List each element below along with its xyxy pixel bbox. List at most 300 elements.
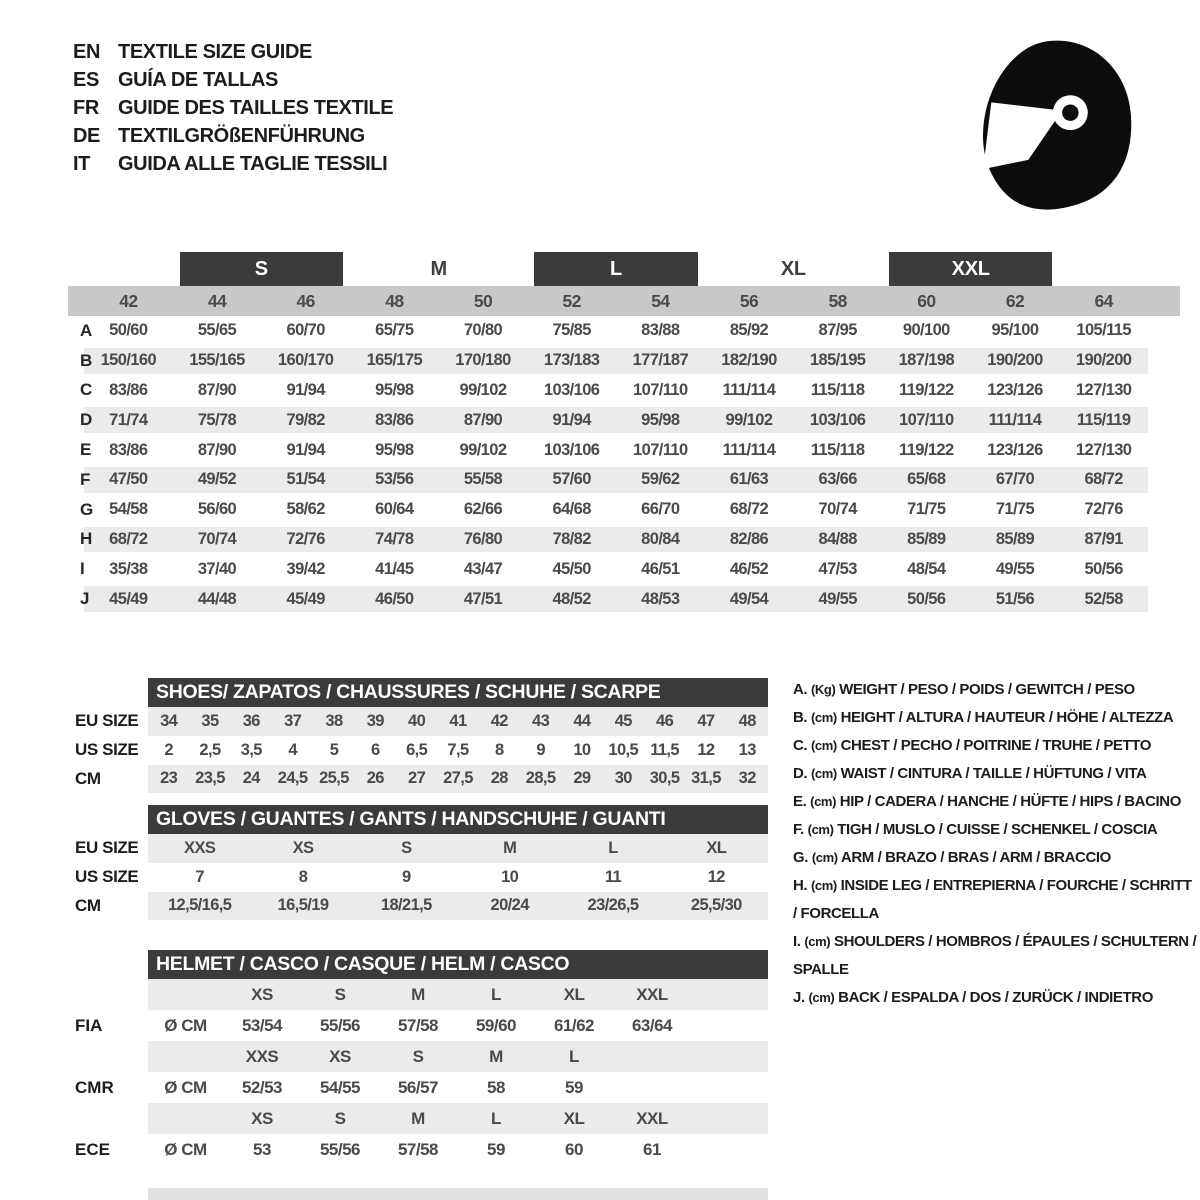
size-value-cell: 127/130	[1075, 440, 1132, 459]
size-table-row	[68, 465, 1180, 495]
shoes-size-cell: 13	[738, 740, 756, 759]
helmet-size-label: L	[491, 984, 501, 1004]
measurement-row-label: A	[80, 320, 93, 340]
legend-item	[793, 984, 1198, 1012]
size-group-xl: XL	[780, 257, 806, 280]
legend-text: HEIGHT / ALTURA / HAUTEUR / HÖHE / ALTEZZA	[840, 709, 1174, 726]
size-value-cell: 190/200	[1075, 351, 1132, 370]
language-code: FR	[73, 96, 99, 119]
size-value-cell: 165/175	[366, 351, 423, 370]
size-value-cell: 51/54	[286, 470, 325, 489]
gloves-table-title: GLOVES / GUANTES / GANTS / HANDSCHUHE / GUANTI	[148, 805, 768, 834]
apparel-size-table	[68, 252, 1180, 614]
helmet-size-label: M	[411, 984, 425, 1004]
size-value-cell: 55/65	[197, 321, 237, 340]
size-value-cell: 63/66	[818, 470, 857, 489]
size-value-cell: 155/165	[189, 351, 245, 370]
shoes-table-title: SHOES/ ZAPATOS / CHAUSSURES / SCHUHE / SCARPE	[148, 678, 768, 707]
size-value-cell: 49/55	[995, 559, 1035, 578]
size-value-cell: 160/170	[277, 351, 334, 370]
size-table-body	[68, 316, 1180, 614]
gloves-size-cell: XXS	[184, 838, 216, 857]
size-table-row	[68, 316, 1180, 346]
size-value-cell: 107/110	[899, 410, 954, 429]
size-group-xxl: XXL	[889, 252, 1052, 286]
shoes-table-row	[75, 765, 768, 794]
gloves-size-cell: 7	[195, 867, 204, 886]
gloves-size-cell: 12,5/16,5	[167, 896, 232, 915]
gloves-table-row	[75, 892, 768, 921]
size-value-cell: 177/187	[632, 351, 689, 370]
size-value-cell: 87/90	[197, 440, 237, 459]
shoes-size-cell: 46	[656, 711, 674, 730]
size-value-cell: 47/50	[109, 470, 148, 489]
size-value-cell: 50/60	[109, 321, 148, 340]
size-value-cell: 91/94	[286, 440, 325, 459]
size-value-cell: 95/98	[641, 410, 680, 429]
size-value-cell: 111/114	[722, 440, 776, 459]
size-value-cell: 170/180	[455, 351, 511, 370]
shoes-size-cell: 30,5	[649, 769, 680, 788]
size-value-cell: 105/115	[1076, 321, 1131, 340]
shoes-size-cell: 35	[201, 711, 219, 730]
legend-key: E.	[793, 793, 807, 810]
language-row	[73, 94, 393, 122]
numeric-size-band	[68, 286, 1180, 316]
gloves-size-cell: 9	[402, 867, 411, 886]
shoes-size-cell: 40	[408, 711, 426, 730]
helmet-size-value: 54/55	[319, 1077, 361, 1097]
helmet-size-value: 61	[643, 1139, 661, 1159]
shoes-size-cell: 23,5	[195, 769, 225, 788]
gloves-size-cell: 16,5/19	[277, 896, 329, 915]
helmet-size-value: 63/64	[631, 1015, 673, 1035]
helmet-sizes-row	[75, 979, 768, 1010]
size-value-cell: 61/63	[729, 470, 769, 489]
racing-helmet-icon	[980, 38, 1134, 214]
size-value-cell: 55/58	[463, 470, 503, 489]
helmet-size-value: 52/53	[241, 1077, 283, 1097]
size-value-cell: 115/119	[1076, 410, 1131, 429]
numeric-size-label: 56	[739, 290, 759, 311]
shoes-size-cell: 34	[160, 711, 178, 730]
size-value-cell: 68/72	[1084, 470, 1123, 489]
size-value-cell: 49/52	[197, 470, 237, 489]
helmet-size-label: XXS	[245, 1046, 279, 1066]
helmet-unit-label: Ø CM	[164, 1015, 207, 1035]
helmet-unit-label: Ø CM	[164, 1139, 207, 1159]
shoes-size-cell: 36	[242, 711, 260, 730]
size-value-cell: 87/91	[1084, 529, 1123, 548]
helmet-size-label: M	[489, 1046, 503, 1066]
gloves-size-table	[75, 805, 768, 920]
shoes-size-cell: 43	[532, 711, 550, 730]
helmet-size-value: 59	[487, 1139, 505, 1159]
shoes-size-cell: 2,5	[199, 740, 221, 759]
measurement-row-label: H	[80, 529, 93, 549]
size-value-cell: 70/80	[463, 321, 503, 340]
size-value-cell: 99/102	[725, 410, 773, 429]
guide-title: TEXTILE SIZE GUIDE	[118, 40, 312, 63]
legend-unit: (cm)	[808, 990, 835, 1005]
size-value-cell: 44/48	[197, 589, 237, 608]
row-label: US SIZE	[75, 740, 139, 760]
size-value-cell: 74/78	[375, 529, 414, 548]
size-group-l: L	[534, 252, 697, 286]
gloves-size-cell: 25,5/30	[690, 896, 742, 915]
size-value-cell: 75/78	[197, 410, 237, 429]
bottom-divider-strip	[148, 1188, 768, 1200]
size-value-cell: 48/52	[552, 589, 591, 608]
size-value-cell: 65/68	[907, 470, 946, 489]
numeric-size-label: 62	[1005, 290, 1025, 311]
size-value-cell: 43/47	[463, 559, 503, 578]
numeric-size-label: 50	[473, 290, 493, 311]
helmet-standard-label: ECE	[75, 1139, 110, 1159]
size-value-cell: 85/89	[995, 529, 1035, 548]
size-table-row	[68, 346, 1180, 376]
measurement-row-label: B	[80, 350, 93, 370]
gloves-size-cell: XS	[292, 838, 314, 857]
size-table-row	[68, 376, 1180, 406]
legend-text: WAIST / CINTURA / TAILLE / HÜFTUNG / VITA	[840, 765, 1147, 782]
measurement-row-label: I	[80, 559, 85, 579]
size-value-cell: 76/80	[463, 529, 503, 548]
size-group-m: M	[430, 257, 447, 280]
measurement-row-label: J	[80, 589, 90, 609]
shoes-size-cell: 24,5	[277, 769, 308, 788]
shoes-table-row	[75, 707, 768, 736]
legend-unit: (cm)	[807, 822, 834, 837]
helmet-size-value: 60	[565, 1139, 583, 1159]
legend-unit: (cm)	[810, 766, 837, 781]
shoes-size-cell: 32	[738, 769, 756, 788]
gloves-size-cell: S	[401, 838, 412, 857]
size-value-cell: 67/70	[995, 470, 1035, 489]
helmet-size-value: 55/56	[319, 1015, 361, 1035]
size-value-cell: 72/76	[1084, 500, 1123, 519]
size-value-cell: 46/50	[375, 589, 414, 608]
size-value-cell: 54/58	[109, 500, 148, 519]
size-value-cell: 50/56	[1084, 559, 1123, 578]
legend-item	[793, 928, 1198, 984]
shoes-size-cell: 28	[490, 769, 508, 788]
legend-text: WEIGHT / PESO / POIDS / GEWITCH / PESO	[839, 681, 1135, 698]
numeric-size-label: 58	[828, 290, 847, 311]
size-value-cell: 53/56	[375, 470, 414, 489]
size-value-cell: 65/75	[375, 321, 414, 340]
helmet-size-label: XXL	[636, 984, 668, 1004]
shoes-size-cell: 39	[366, 711, 384, 730]
legend-text: CHEST / PECHO / POITRINE / TRUHE / PETTO	[840, 737, 1152, 754]
size-value-cell: 45/50	[552, 559, 591, 578]
shoes-size-cell: 12	[697, 740, 715, 759]
legend-key: D.	[793, 765, 808, 782]
size-value-cell: 115/118	[810, 380, 865, 399]
shoes-size-cell: 44	[573, 711, 591, 730]
helmet-size-label: XL	[563, 1108, 585, 1128]
helmet-size-value: 57/58	[397, 1139, 439, 1159]
size-value-cell: 90/100	[902, 321, 950, 340]
size-value-cell: 83/86	[109, 440, 148, 459]
shoes-size-cell: 31,5	[691, 769, 721, 788]
language-code: EN	[73, 40, 100, 63]
shoes-size-cell: 37	[284, 711, 302, 730]
helmet-standard-group	[75, 1041, 768, 1103]
shoes-table-row	[75, 736, 768, 765]
legend-unit: (cm)	[810, 794, 837, 809]
language-header	[73, 38, 393, 178]
size-value-cell: 52/58	[1084, 589, 1123, 608]
size-value-cell: 70/74	[818, 500, 857, 519]
size-value-cell: 111/114	[988, 410, 1042, 429]
size-value-cell: 62/66	[463, 500, 503, 519]
shoes-size-cell: 9	[536, 740, 545, 759]
helmet-size-value: 59	[565, 1077, 583, 1097]
size-value-cell: 48/54	[907, 559, 946, 578]
measurement-row-label: C	[80, 380, 93, 400]
size-value-cell: 64/68	[552, 500, 591, 519]
legend-item	[793, 844, 1198, 872]
legend-item	[793, 788, 1198, 816]
size-value-cell: 79/82	[286, 410, 325, 429]
size-value-cell: 46/52	[729, 559, 769, 578]
size-value-cell: 127/130	[1075, 380, 1132, 399]
size-group-header	[68, 252, 1180, 286]
size-table-row	[68, 435, 1180, 465]
legend-unit: (cm)	[810, 878, 837, 893]
shoes-size-cell: 38	[325, 711, 343, 730]
size-value-cell: 35/38	[109, 559, 148, 578]
shoes-size-cell: 47	[697, 711, 715, 730]
shoes-size-cell: 8	[495, 740, 504, 759]
helmet-size-label: L	[491, 1108, 501, 1128]
size-value-cell: 71/75	[907, 500, 946, 519]
shoes-size-cell: 2	[164, 740, 173, 759]
legend-item	[793, 760, 1198, 788]
numeric-size-label: 46	[296, 290, 315, 311]
shoes-size-cell: 6,5	[406, 740, 428, 759]
size-value-cell: 51/56	[995, 589, 1035, 608]
helmet-size-value: 53	[253, 1139, 271, 1159]
size-value-cell: 71/75	[995, 500, 1035, 519]
shoes-size-cell: 11,5	[650, 740, 679, 759]
size-value-cell: 60/64	[375, 500, 414, 519]
gloves-size-cell: XL	[706, 838, 727, 857]
size-value-cell: 45/49	[109, 589, 148, 608]
helmet-size-value: 55/56	[319, 1139, 361, 1159]
legend-key: H.	[793, 877, 808, 894]
shoes-size-cell: 5	[329, 740, 339, 759]
size-value-cell: 68/72	[729, 500, 769, 519]
helmet-size-label: L	[569, 1046, 579, 1066]
guide-title: GUIDA ALLE TAGLIE TESSILI	[118, 152, 388, 175]
size-value-cell: 99/102	[459, 380, 507, 399]
size-value-cell: 91/94	[552, 410, 591, 429]
helmet-standard-group	[75, 979, 768, 1041]
size-value-cell: 47/51	[463, 589, 503, 608]
guide-title: GUÍA DE TALLAS	[118, 68, 278, 91]
helmet-standard-label: CMR	[75, 1077, 114, 1097]
helmet-size-label: XL	[563, 984, 585, 1004]
size-value-cell: 103/106	[809, 410, 866, 429]
language-row	[73, 150, 393, 178]
helmet-values-row	[75, 1134, 768, 1165]
size-table-row	[68, 584, 1180, 614]
row-label: CM	[75, 895, 101, 915]
size-value-cell: 107/110	[633, 380, 688, 399]
guide-title: GUIDE DES TAILLES TEXTILE	[118, 96, 394, 119]
size-value-cell: 87/90	[463, 410, 503, 429]
legend-key: C.	[793, 737, 808, 754]
numeric-size-label: 44	[207, 290, 227, 311]
size-value-cell: 37/40	[197, 559, 237, 578]
shoes-size-cell: 30	[614, 769, 632, 788]
helmet-values-row	[75, 1072, 768, 1103]
row-label: CM	[75, 768, 101, 788]
language-row	[73, 38, 393, 66]
legend-key: I.	[793, 933, 801, 950]
size-value-cell: 103/106	[543, 380, 600, 399]
shoes-size-cell: 27	[408, 769, 426, 788]
size-value-cell: 78/82	[552, 529, 591, 548]
helmet-size-label: S	[334, 1108, 346, 1128]
size-value-cell: 45/49	[286, 589, 325, 608]
size-value-cell: 107/110	[633, 440, 688, 459]
size-value-cell: 123/126	[987, 440, 1043, 459]
size-table-row	[68, 405, 1180, 435]
helmet-standard-label: FIA	[75, 1015, 103, 1035]
legend-text: ARM / BRAZO / BRAS / ARM / BRACCIO	[840, 849, 1111, 866]
size-value-cell: 83/86	[375, 410, 414, 429]
language-code: IT	[73, 152, 90, 175]
size-value-cell: 48/53	[641, 589, 680, 608]
helmet-size-label: S	[412, 1046, 424, 1066]
shoes-size-cell: 26	[366, 769, 384, 788]
size-value-cell: 95/100	[991, 321, 1039, 340]
size-value-cell: 49/54	[729, 589, 769, 608]
helmet-size-label: XS	[251, 1108, 273, 1128]
helmet-size-label: S	[334, 984, 346, 1004]
size-value-cell: 60/70	[286, 321, 325, 340]
legend-unit: (cm)	[810, 738, 837, 753]
legend-item	[793, 816, 1198, 844]
size-value-cell: 150/160	[100, 351, 157, 370]
shoes-size-cell: 10,5	[608, 740, 639, 759]
gloves-size-cell: 11	[604, 867, 622, 886]
size-value-cell: 57/60	[552, 470, 591, 489]
size-table-row	[68, 525, 1180, 555]
shoes-size-table	[75, 678, 768, 793]
row-label: EU SIZE	[75, 838, 139, 858]
size-value-cell: 80/84	[641, 529, 680, 548]
gloves-size-cell: 20/24	[490, 896, 529, 915]
helmet-size-label: XS	[329, 1046, 351, 1066]
helmet-size-label: XXL	[636, 1108, 668, 1128]
gloves-size-cell: 10	[501, 867, 519, 886]
size-value-cell: 95/98	[375, 380, 414, 399]
gloves-size-cell: 23/26,5	[587, 896, 639, 915]
legend-key: A.	[793, 681, 808, 698]
size-value-cell: 111/114	[722, 380, 776, 399]
shoes-size-cell: 42	[490, 711, 508, 730]
helmet-values-row	[75, 1010, 768, 1041]
size-value-cell: 185/195	[809, 351, 866, 370]
numeric-size-label: 42	[119, 290, 138, 311]
helmet-size-label: XS	[251, 984, 273, 1004]
shoes-size-cell: 48	[738, 711, 756, 730]
size-value-cell: 50/56	[907, 589, 946, 608]
legend-item	[793, 704, 1198, 732]
size-group-s: S	[180, 252, 343, 286]
shoes-size-cell: 27,5	[443, 769, 473, 788]
size-table-row	[68, 554, 1180, 584]
shoes-size-cell: 23	[160, 769, 178, 788]
legend-text: SHOULDERS / HOMBROS / ÉPAULES / SCHULTERN / SPALLE	[793, 933, 1197, 978]
row-label: US SIZE	[75, 867, 139, 887]
size-value-cell: 85/89	[907, 529, 946, 548]
gloves-size-cell: 12	[707, 867, 725, 886]
shoes-size-cell: 24	[242, 769, 260, 788]
legend-text: HIP / CADERA / HANCHE / HÜFTE / HIPS / BACINO	[839, 793, 1181, 810]
numeric-size-label: 60	[917, 290, 936, 311]
size-table-row	[68, 495, 1180, 525]
size-value-cell: 115/118	[810, 440, 865, 459]
size-value-cell: 99/102	[459, 440, 507, 459]
legend-item	[793, 872, 1198, 928]
size-value-cell: 173/183	[543, 351, 600, 370]
legend-unit: (cm)	[810, 710, 837, 725]
size-value-cell: 58/62	[286, 500, 325, 519]
measurement-row-label: F	[80, 469, 91, 489]
size-value-cell: 71/74	[109, 410, 148, 429]
size-value-cell: 91/94	[286, 380, 325, 399]
gloves-size-cell: 8	[298, 867, 308, 886]
measurement-row-label: G	[80, 499, 94, 519]
size-value-cell: 72/76	[286, 529, 325, 548]
shoes-size-cell: 29	[573, 769, 591, 788]
shoes-size-cell: 41	[449, 711, 467, 730]
helmet-size-value: 53/54	[241, 1015, 283, 1035]
legend-unit: (cm)	[811, 850, 838, 865]
shoes-size-cell: 25,5	[319, 769, 349, 788]
size-value-cell: 87/90	[197, 380, 237, 399]
language-row	[73, 66, 393, 94]
shoes-size-cell: 7,5	[447, 740, 469, 759]
gloves-table-row	[75, 834, 768, 863]
language-code: DE	[73, 124, 100, 147]
helmet-table-title: HELMET / CASCO / CASQUE / HELM / CASCO	[148, 950, 768, 979]
size-value-cell: 39/42	[286, 559, 325, 578]
measurement-legend	[793, 676, 1198, 1012]
gloves-size-cell: M	[503, 838, 517, 857]
legend-unit: (Kg)	[810, 682, 836, 697]
language-row	[73, 122, 393, 150]
size-value-cell: 119/122	[899, 440, 954, 459]
helmet-unit-label: Ø CM	[164, 1077, 207, 1097]
language-code: ES	[73, 68, 99, 91]
legend-key: J.	[793, 989, 805, 1006]
size-value-cell: 83/88	[641, 321, 680, 340]
measurement-row-label: D	[80, 410, 93, 430]
size-value-cell: 119/122	[899, 380, 954, 399]
helmet-size-value: 61/62	[553, 1015, 595, 1035]
legend-key: B.	[793, 709, 808, 726]
helmet-size-value: 57/58	[397, 1015, 439, 1035]
size-value-cell: 82/86	[729, 529, 769, 548]
helmet-size-label: M	[411, 1108, 425, 1128]
helmet-size-value: 59/60	[475, 1015, 517, 1035]
